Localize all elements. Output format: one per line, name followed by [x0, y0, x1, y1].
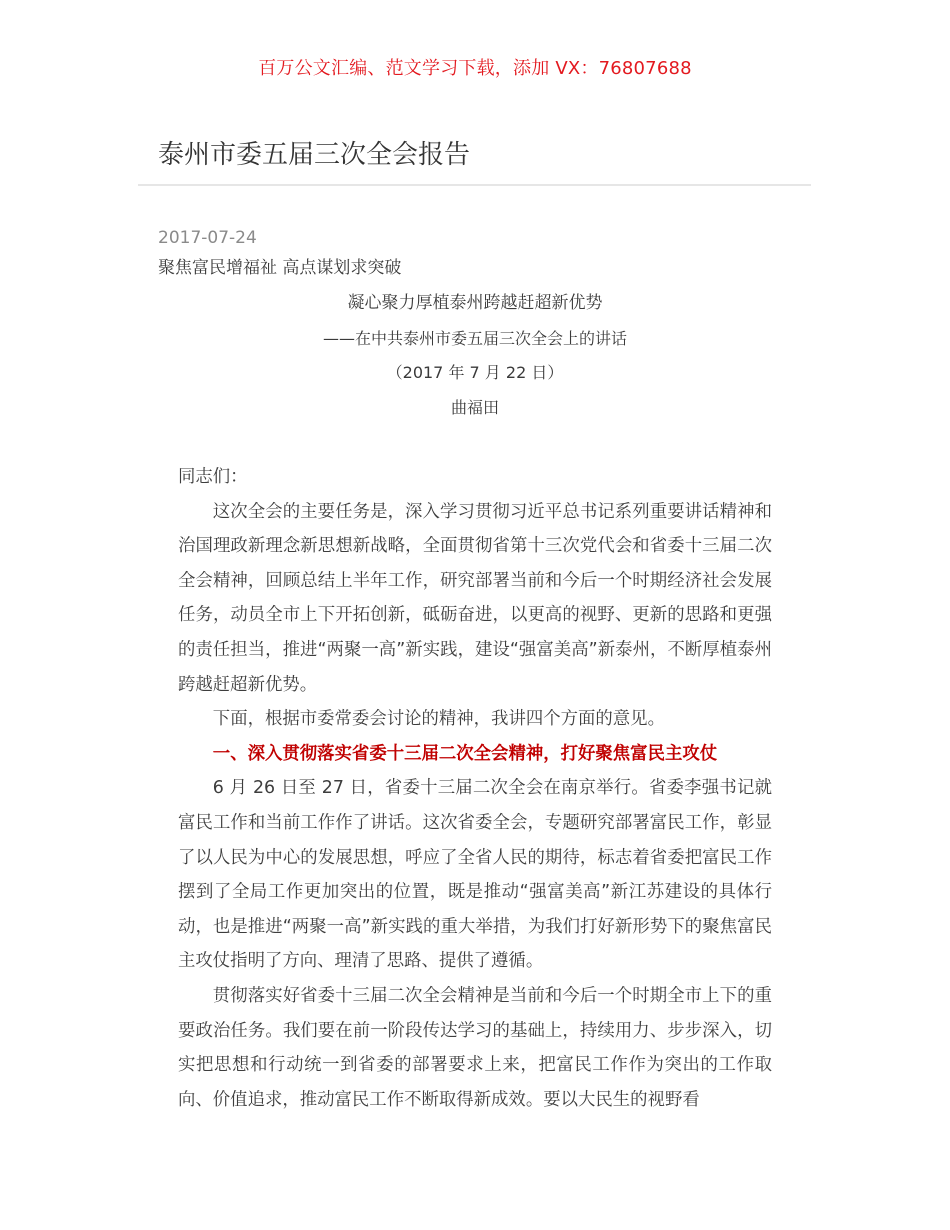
section-heading: 一、深入贯彻落实省委十三届二次全会精神，打好聚焦富民主攻仗: [212, 743, 718, 764]
article-subtitle: 聚焦富民增福祉 高点谋划求突破: [158, 258, 402, 278]
body-paragraph: 6 月 26 日至 27 日，省委十三届二次全会在南京举行。省委李强书记就富民工作和当前工作作了讲话。这次省委全会，专题研究部署富民工作，彰显了以人民为中心的发展思想，呼应了全省人民的期待，标志着省委把富民工作摆到了全局工作更加突出的位置，既是推动“强富美高”新江苏建设的具体行动，也是推进“两聚一高”新实践的重大举措，为我们打好新形势下的聚焦富民主攻仗指明了方向、理清了思路、提供了遵循。: [178, 778, 772, 972]
post-date: 2017-07-24: [158, 228, 257, 248]
speech-author: 曲福田: [450, 398, 499, 417]
page-title: 泰州市委五届三次全会报告: [158, 140, 471, 170]
body-paragraph: 贯彻落实好省委十三届二次全会精神是当前和今后一个时期全市上下的重要政治任务。我们要在前一阶段传达学习的基础上，持续用力、步步深入，切实把思想和行动统一到省委的部署要求上来，把富民工作作为突出的工作取向、价值追求，推动富民工作不断取得新成效。要以大民生的视野看: [178, 985, 772, 1110]
title-divider: [138, 184, 811, 186]
body-paragraph: 这次全会的主要任务是，深入学习贯彻习近平总书记系列重要讲话精神和治国理政新理念新思想新战略，全面贯彻省第十三次党代会和省委十三届二次全会精神，回顾总结上半年工作，研究部署当前和今后一个时期经济社会发展任务，动员全市上下开拓创新，砥砺奋进，以更高的视野、更新的思路和更强的责任担当，推进“两聚一高”新实践，建设“强富美高”新泰州，不断厚植泰州跨越赶超新优势。: [178, 501, 772, 695]
speech-date: （2017 年 7 月 22 日）: [386, 363, 564, 382]
speech-title: 凝心聚力厚植泰州跨越赶超新优势: [347, 293, 603, 313]
article-body: [178, 460, 772, 1117]
promo-banner: 百万公文汇编、范文学习下载，添加 VX：76807688: [258, 58, 692, 79]
speech-occasion: ——在中共泰州市委五届三次全会上的讲话: [322, 329, 627, 348]
salutation: 同志们：: [178, 467, 248, 487]
body-paragraph: 下面，根据市委常委会讨论的精神，我讲四个方面的意见。: [212, 709, 665, 730]
